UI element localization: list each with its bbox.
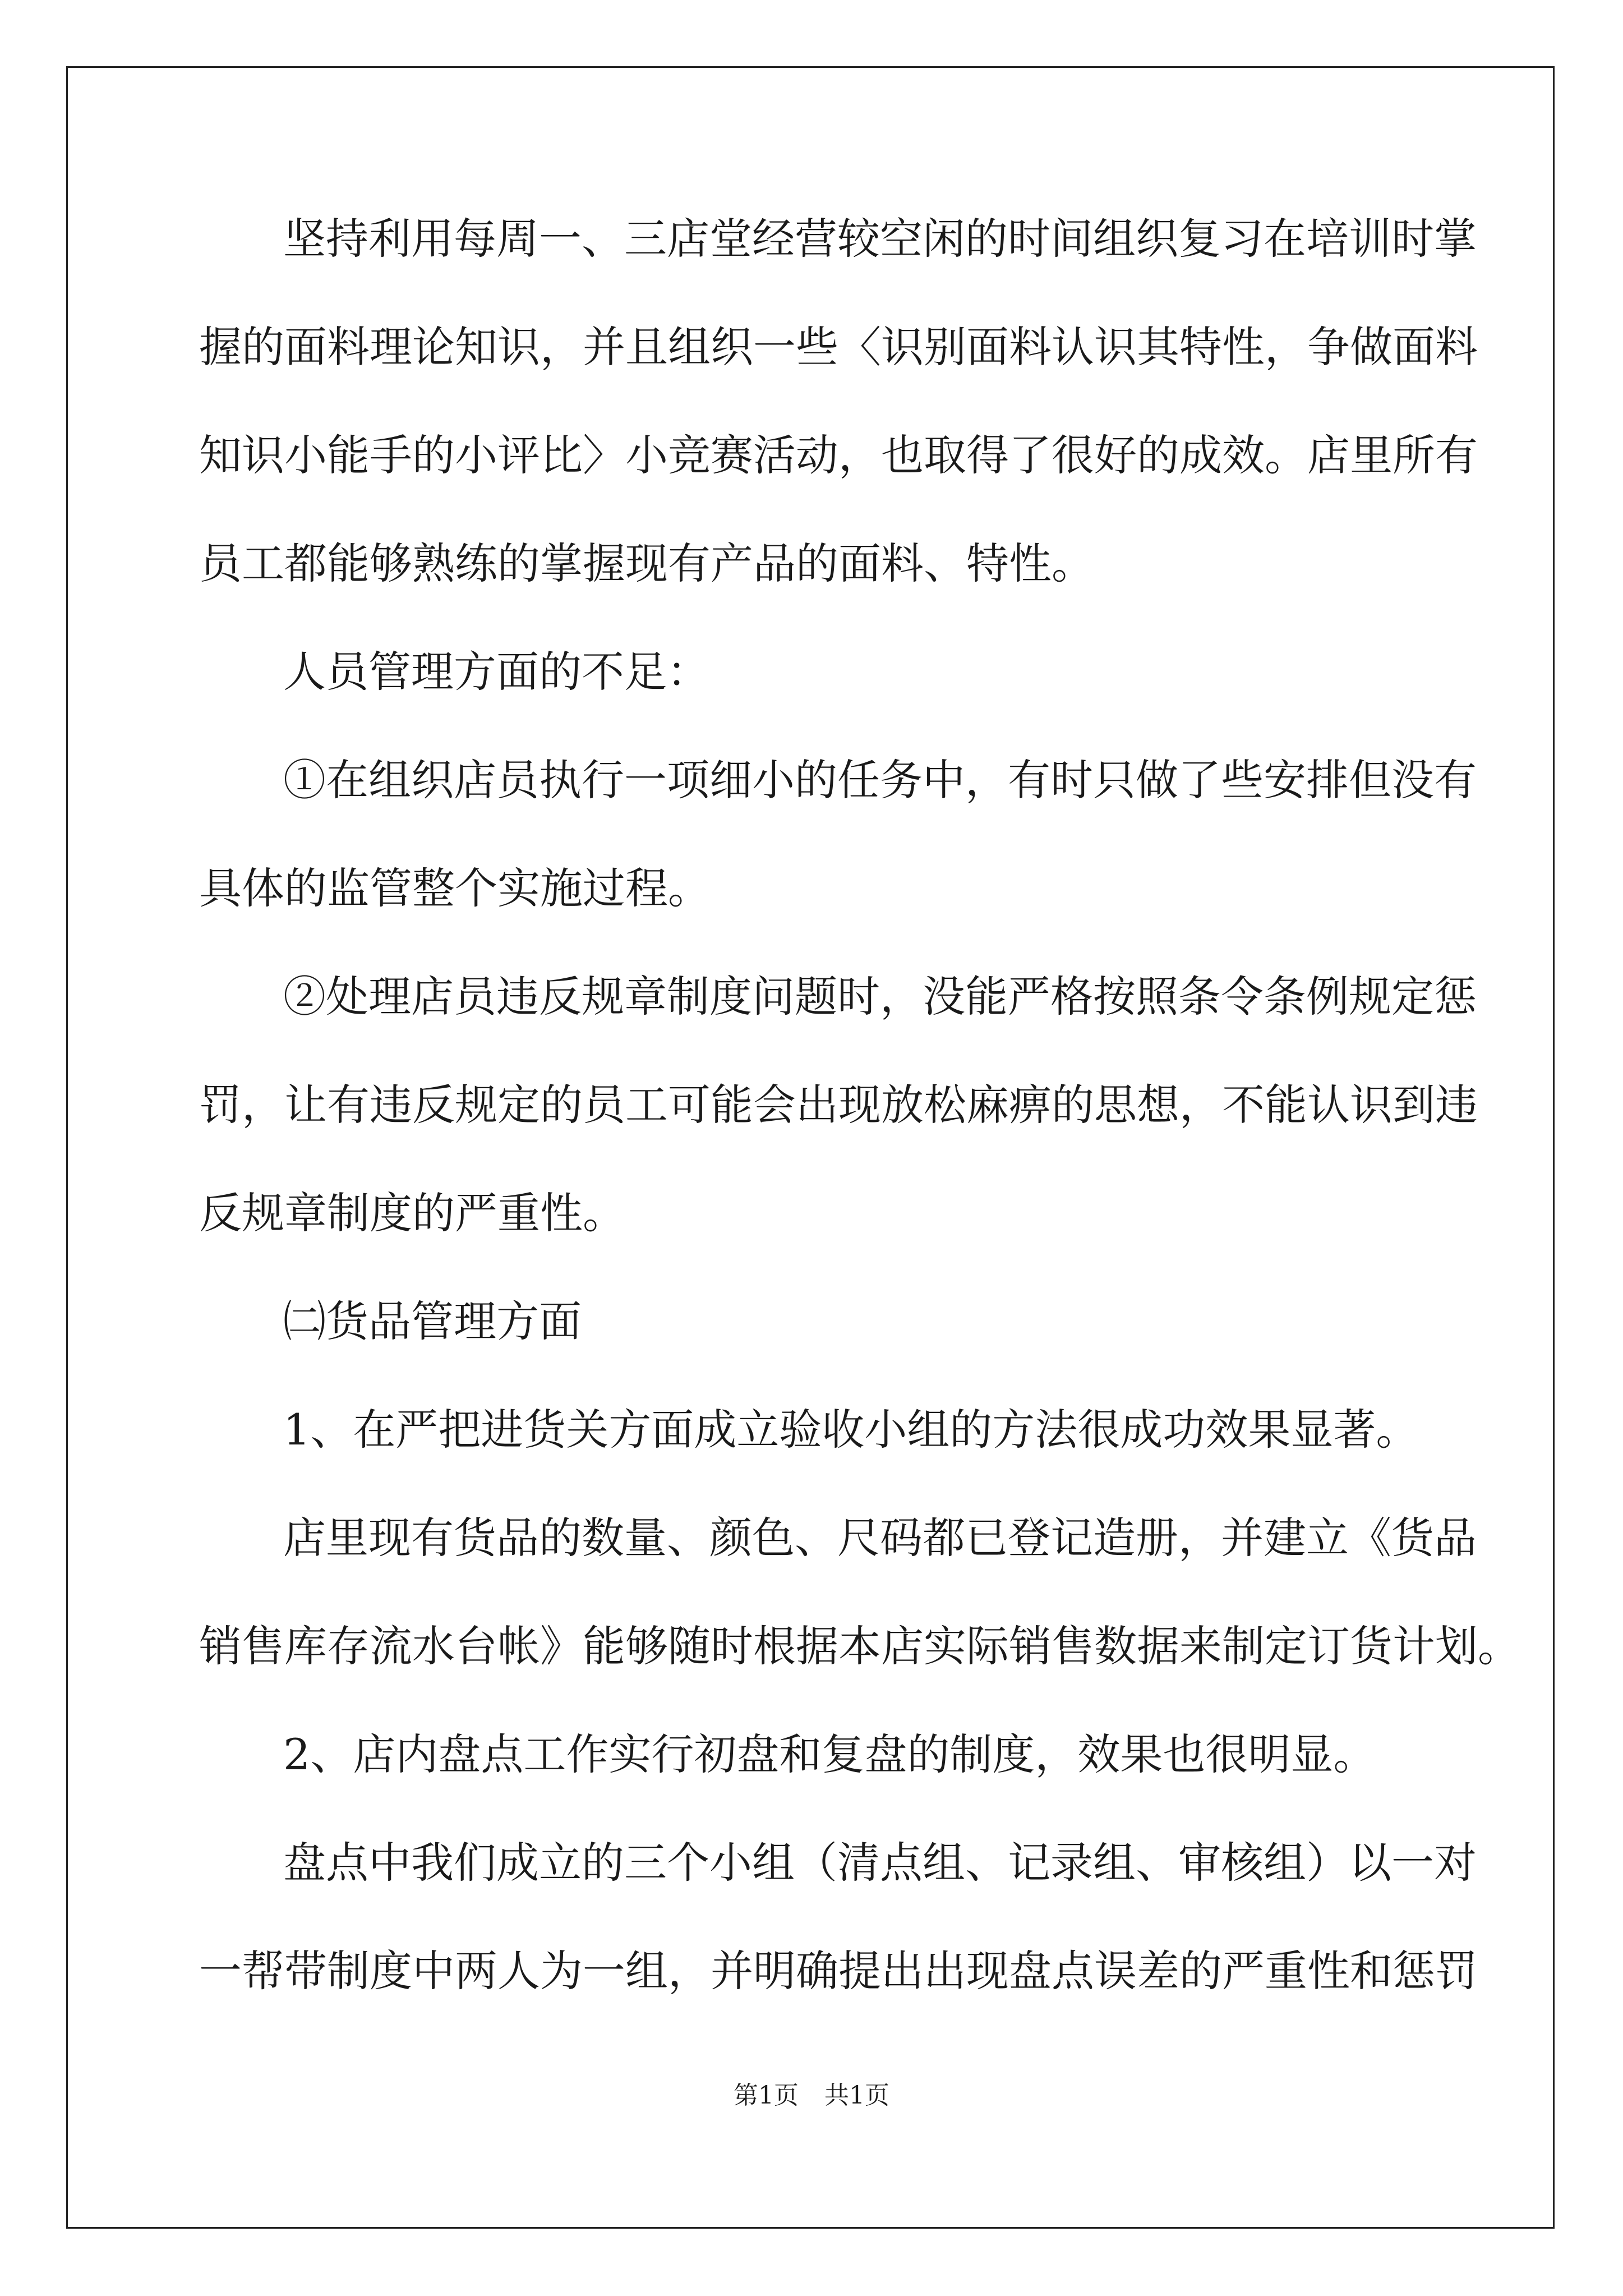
text-line: 店里现有货品的数量、颜色、尺码都已登记造册，并建立《货品 bbox=[283, 1513, 1477, 1563]
text-line: 握的面料理论知识，并且组织一些〈识别面料认识其特性，争做面料 bbox=[199, 322, 1478, 372]
page-number-total: 共1页 bbox=[824, 2081, 889, 2110]
text-line: ②处理店员违反规章制度问题时，没能严格按照条令条例规定惩 bbox=[283, 972, 1477, 1022]
text-line: 知识小能手的小评比〉小竞赛活动，也取得了很好的成效。店里所有 bbox=[199, 430, 1478, 480]
text-line: 反规章制度的严重性。 bbox=[199, 1188, 625, 1238]
text-line: 坚持利用每周一、三店堂经营较空闲的时间组织复习在培训时掌 bbox=[283, 214, 1477, 264]
text-line: 1、在严把进货关方面成立验收小组的方法很成功效果显著。 bbox=[283, 1405, 1419, 1455]
page-border bbox=[66, 66, 1555, 2229]
text-line: 人员管理方面的不足： bbox=[283, 647, 709, 697]
text-line: 具体的监管整个实施过程。 bbox=[199, 863, 711, 913]
page-number-current: 第1页 bbox=[734, 2081, 799, 2110]
section-heading: ㈡货品管理方面 bbox=[283, 1296, 582, 1346]
text-line: 盘点中我们成立的三个小组（清点组、记录组、审核组）以一对 bbox=[283, 1838, 1477, 1888]
text-line: 一帮带制度中两人为一组，并明确提出出现盘点误差的严重性和惩罚 bbox=[199, 1946, 1478, 1996]
text-line: ①在组织店员执行一项细小的任务中，有时只做了些安排但没有 bbox=[283, 755, 1477, 805]
text-line: 2、店内盘点工作实行初盘和复盘的制度，效果也很明显。 bbox=[283, 1729, 1376, 1779]
page-footer bbox=[0, 2079, 1623, 2113]
text-line: 员工都能够熟练的掌握现有产品的面料、特性。 bbox=[199, 539, 1094, 588]
text-line: 销售库存流水台帐》能够随时根据本店实际销售数据来制定订货计划。 bbox=[199, 1621, 1520, 1671]
text-line: 罚，让有违反规定的员工可能会出现放松麻痹的思想，不能认识到违 bbox=[199, 1080, 1478, 1130]
